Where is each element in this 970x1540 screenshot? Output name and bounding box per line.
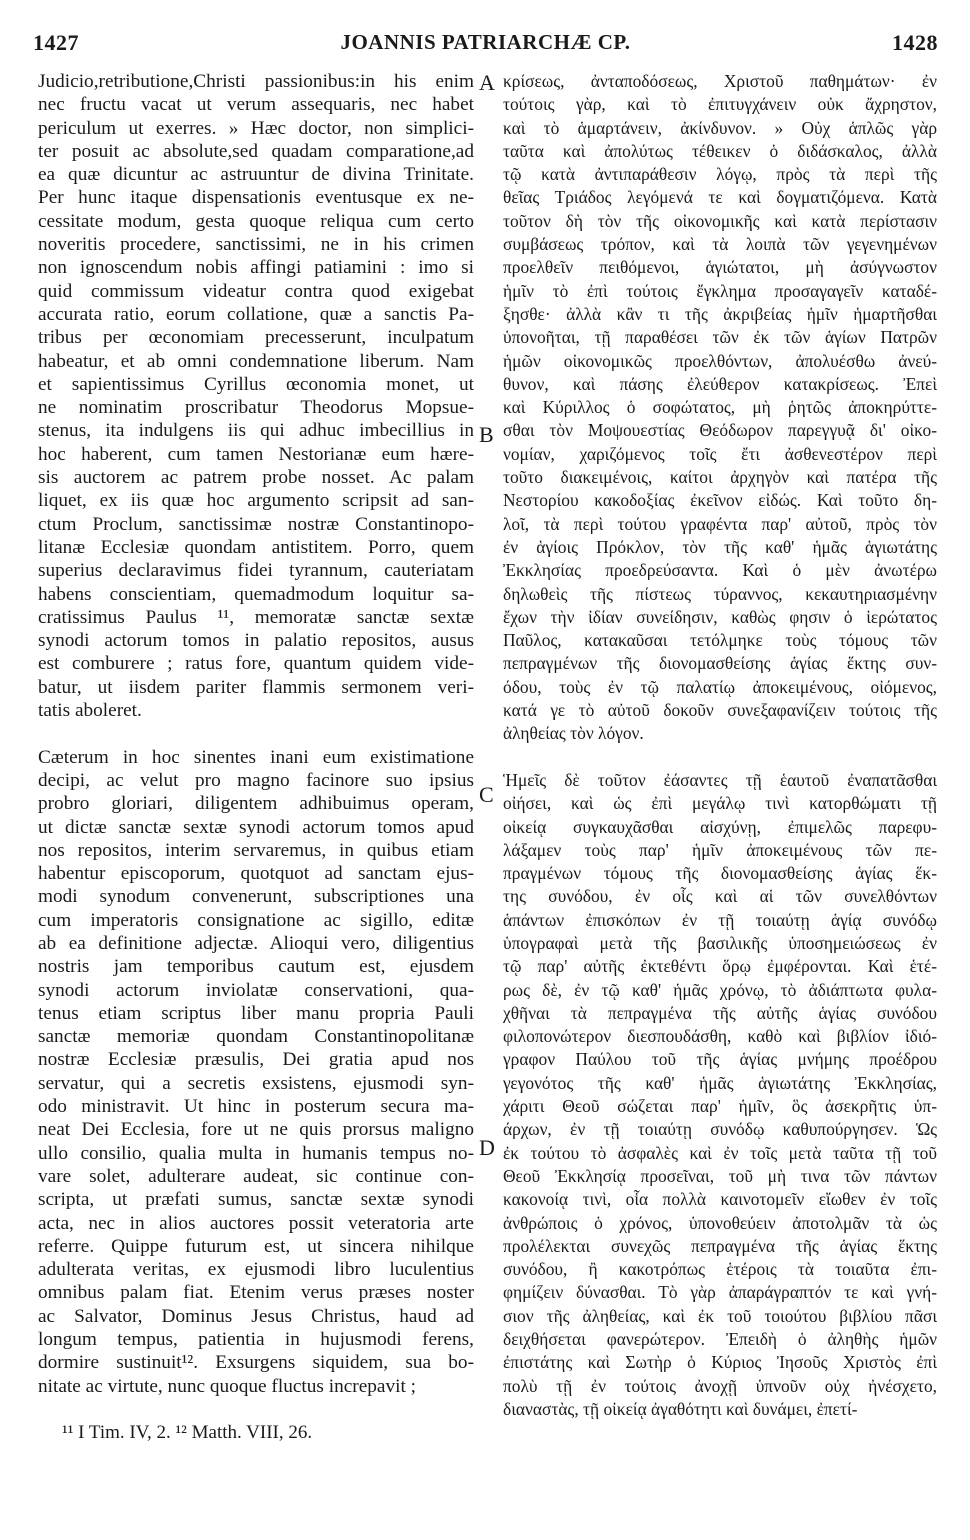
greek-text-line: διαναστὰς, τῇ οἰκείᾳ ἀγαθότητι καὶ δυνάμει, ἐπετί- <box>503 1398 858 1419</box>
greek-text-line: τοῦτον δὴ τὸν τῆς οἰκονομικῆς καὶ κατὰ περίστασιν <box>503 210 937 231</box>
greek-text-line: κρίσεως, ἀνταποδόσεως, Χριστοῦ παθημάτων· ἐν <box>503 71 937 91</box>
latin-text-line: synodi actorum inviolatæ conservationi, qua- <box>38 979 474 1001</box>
greek-text-line: ἡμῶν οἰκονομικῶς προελθόντων, ἀπολυέσθω ἀνεύ- <box>503 350 937 371</box>
latin-text-line: habens conscientiam, quemadmodum loquitur sa- <box>38 583 474 605</box>
latin-text-line: synodi actorum tomos in palatio repositos, ausus <box>38 630 474 652</box>
greek-text-line: ὑπογραφαὶ μετὰ τῆς βασιλικῆς ὑποσημειώσεως ἐν <box>503 932 937 953</box>
greek-text-line: Ἡμεῖς δὲ τοῦτον ἐάσαντες τῇ ἑαυτοῦ ἐναπατᾶσθαι <box>503 769 937 790</box>
greek-text-line: προελθεῖν πειθόμενοι, ἁγιώτατοι, μὴ ἀσύγνωστον <box>503 257 937 278</box>
running-title: JOANNIS PATRIARCHÆ CP. <box>340 30 631 54</box>
margin-letter-b: B <box>479 422 494 447</box>
latin-text-line: ne nominatim proscribatur Theodorus Mopsue- <box>38 397 474 419</box>
latin-text-line: modi synodum convenerunt, subscriptiones una <box>38 886 474 908</box>
latin-text-line: omnibus palam fiat. Etenim verus præses noster <box>38 1282 474 1304</box>
left-page-number: 1427 <box>33 30 79 55</box>
latin-text-line: nec fructu vacat ut verum assequaris, nec habet <box>38 94 474 116</box>
greek-text-line: γεγονότος τῆς καθ' ἡμᾶς ἁγιωτάτης Ἐκκλησίας, <box>503 1072 937 1093</box>
latin-text-line: superius declaravimus fidei tyrannum, cauteriatam <box>38 560 474 582</box>
greek-text-line: φημίζειν δύνασθαι. Τὸ γὰρ ἀπαράγραπτόν τε καὶ γνή- <box>503 1282 937 1303</box>
greek-text-line: κακονοίᾳ τινὶ, οἷα πολλὰ καινοτομεῖν εἴωθεν ἐν τοῖς <box>503 1189 937 1210</box>
latin-text-line: non ignoscendum nobis affingi patiamini : imo si <box>38 257 474 279</box>
greek-text-line: πεπραγμένων τῆς διονομασθείσης ἁγίας ἕκτης συν- <box>503 653 937 674</box>
margin-letter-c: C <box>479 782 494 807</box>
latin-text-line: acta, nec in alios auctores possit veteratoria arte <box>38 1212 474 1234</box>
greek-text-line: συνόδου, ἢ κακοτρόπως ἑτέροις τὰ τοιαῦτα ἐπι- <box>503 1259 937 1280</box>
greek-text-line: σθαι τὸν Μοψουεστίας Θεόδωρον παρεγγυᾷ δι' οἰκο- <box>503 420 937 441</box>
latin-text-line: noveritis procedere, sanctissimi, ne in his crimen <box>38 234 474 256</box>
latin-text-line: cum imperatoris consignatione ac sigillo, editæ <box>38 909 474 931</box>
greek-text-line: ταῦτα καὶ ἀπολύτως τέθεικεν ὁ διδάσκαλος, ἀλλὰ <box>503 140 937 161</box>
latin-text-line: probro gloriari, diligentem adhibuimus operam, <box>38 793 474 815</box>
greek-text-line: καὶ Κύριλλος ὁ σοφώτατος, μὴ ῥητῶς ἀποκηρύττε- <box>503 397 937 418</box>
greek-text-line: ἐκ τούτου τὸ ἀσφαλὲς καὶ ἐν τοῖς μετὰ ταῦτα τῇ τοῦ <box>503 1142 937 1163</box>
greek-text-line: όδου, τοὺς ἐν τῷ παλατίῳ ἀποκειμένους, οἰόμενος, <box>503 676 937 697</box>
greek-text-line: σιον τῆς ἀληθείας, καὶ ἐκ τοῦ τοιούτου βιβλίου πᾶσι <box>503 1305 937 1326</box>
greek-text-line: φιλοπονώτερον διεσπουδάσθη, καθὸ καὶ βιβλίον ἰδιό- <box>503 1026 937 1047</box>
running-header <box>33 30 938 58</box>
right-page-number: 1428 <box>892 30 938 55</box>
latin-text-line: tribus per œconomiam precesserunt, inculpatum <box>38 327 474 349</box>
latin-text-line: sis auctorem ac patrem probe nosset. Ac palam <box>38 467 474 489</box>
greek-text-line: ξησθε· ἀλλὰ κἂν τι τῆς ἀκριβείας ἡμῖν ἡμαρτῆσθαι <box>503 303 937 324</box>
latin-text-line: cessitate modum, gesta quoque reliqua cum certo <box>38 210 474 232</box>
latin-text-line: ctum Proclum, sanctissimæ nostræ Constantinopo- <box>38 513 474 535</box>
greek-text-line: τούτοις γὰρ, καὶ τὸ ἐπιτυγχάνειν οὐκ ἄχρηστον, <box>503 94 937 115</box>
greek-text-line: θυνον, καὶ πάσης ἐλεύθερον κατακρίσεως. Ἐπεὶ <box>503 373 937 394</box>
margin-letter-a: A <box>479 70 495 95</box>
greek-text-line: ἀληθείας τὸν λόγον. <box>503 723 644 744</box>
greek-text-line: πραγμένων τόμους τῆς διονομασθείσης ἁγίας ἕκ- <box>503 863 937 884</box>
greek-text-line: γραφον Παύλου τοῦ τῆς ἁγίας μνήμης προέδρου <box>503 1049 937 1070</box>
latin-text-line: tatis aboleret. <box>38 700 142 722</box>
latin-text-line: sanctæ memoriæ quondam Constantinopolitanæ <box>38 1026 474 1048</box>
latin-text-line: referre. Quippe futurum est, ut sincera nihilque <box>38 1235 474 1257</box>
latin-text-line: habentur episcoporum, quotquot ad sanctam ejus- <box>38 863 474 885</box>
margin-letter-d: D <box>479 1135 495 1160</box>
latin-text-line: ab ea definitione adjectæ. Alioqui vero, diligentius <box>38 932 474 954</box>
latin-text-line: Cæterum in hoc sinentes inani eum existimatione <box>38 746 474 768</box>
greek-text-line: χάριτι Θεοῦ σώζεται παρ' ἡμῖν, ὃς ἀσεκρῆτις ὑπ- <box>503 1096 937 1117</box>
latin-text-line: longum tempus, patientia in hujusmodi ferens, <box>38 1329 474 1351</box>
greek-text-line: Θεοῦ Ἐκκλησίᾳ προσεῖναι, τοῦ μὴ τινα τῶν πάντων <box>503 1165 937 1186</box>
greek-text-line: οἰήσει, καὶ ὡς ἐπὶ μεγάλῳ τινὶ κατορθώματι τῇ <box>503 793 937 814</box>
latin-text-line: ac Salvator, Dominus Jesus Christus, haud ad <box>38 1305 474 1327</box>
greek-text-line: οἰκείᾳ συγκαυχᾶσθαι αἰσχύνῃ, ἐπιμελῶς παρεφυ- <box>503 816 937 837</box>
latin-text-line: periculum ut exerres. » Hæc doctor, non simplici- <box>38 117 474 139</box>
latin-text-line: ter posuit ac absolute,sed quadam comparatione,ad <box>38 140 474 162</box>
greek-text-line: καὶ τὸ ἁμαρτάνειν, ἀκίνδυνον. » Οὐχ ἁπλῶς γὰρ <box>503 117 937 138</box>
latin-text-line: est comburere ; ratus fore, quantum quidem vide- <box>38 653 474 675</box>
latin-text-line: quid commissum videatur contra quod exigebat <box>38 280 474 302</box>
latin-text-line: odo ministravit. Ut hinc in posterum secura ma- <box>38 1096 474 1118</box>
latin-text-line: cratissimus Paulus ¹¹, memoratæ sanctæ sextæ <box>38 606 474 628</box>
greek-text-line: προλέλεκται συνεχῶς πεπραγμένα τῆς ἁγίας ἕκτης <box>503 1235 937 1256</box>
latin-column <box>38 70 474 1398</box>
greek-text-line: τῷ κατὰ ἀντιπαράθεσιν λόγῳ, πρὸς τὰ περὶ τῆς <box>503 164 937 185</box>
greek-column <box>503 70 937 1421</box>
latin-text-line: nitate ac virtute, nunc quoque fluctus increpavit ; <box>38 1375 416 1397</box>
greek-text-line: Ἐκκλησίας προεδρεύσαντα. Καὶ ὁ μὲν ἀνωτέρω <box>503 560 937 581</box>
latin-text-line: nostris jam temporibus cautum est, ejusdem <box>38 956 474 978</box>
footnotes: ¹¹ I Tim. IV, 2. ¹² Matth. VIII, 26. <box>62 1422 313 1443</box>
latin-text-line: vare solet, adulterare audeat, sic continue con- <box>38 1165 474 1187</box>
latin-text-line: neat Dei Ecclesia, fore ut ne quis prorsus maligno <box>38 1119 474 1141</box>
greek-text-line: ρως δὲ, ἐν τῷ καθ' ἡμᾶς χρόνῳ, τὸ ἀδιάπτωτα φυλα- <box>503 979 937 1000</box>
latin-text-line: ut dictæ sanctæ sextæ synodi actorum tomos apud <box>38 816 474 838</box>
latin-text-line: scripta, ut præfati sumus, sanctæ sextæ synodi <box>38 1189 474 1211</box>
greek-text-line: της συνόδου, ἐν οἷς καὶ αἱ τῶν συνελθόντων <box>503 886 937 907</box>
latin-text-line: tenus etiam scriptus liber manu propria Pauli <box>38 1002 474 1024</box>
latin-text-line: habeatur, et ab omni condemnatione liberum. Nam <box>38 350 474 372</box>
greek-text-line: πολὺ τῇ ἐν τούτοις ἀνοχῇ ὑπνοῦν οὐχ ἠνέσχετο, <box>503 1375 937 1396</box>
latin-text-line: decipi, ac velut pro magno facinore suo ipsius <box>38 769 474 791</box>
latin-text-line: Judicio,retributione,Christi passionibus:in his enim <box>38 71 474 92</box>
latin-text-line: litanæ Ecclesiæ quondam antistitem. Porro, quem <box>38 536 474 558</box>
greek-text-line: δηλωθεὶς τῆς πίστεως τύραννος, κεκαυτηριασμένην <box>503 583 937 604</box>
greek-text-line: νομίαν, χαριζόμενος τοῖς ἔτι ἀσθενεστέρον περὶ <box>503 443 937 464</box>
greek-text-line: τοῦτο διακειμένοις, καίτοι ἀρχηγὸν καὶ πατέρα τῆς <box>503 467 937 488</box>
paragraph-gap <box>38 722 474 745</box>
latin-text-line: nostræ Ecclesiæ præsulis, Dei gratia apud nos <box>38 1049 474 1071</box>
greek-text-line: συμβάσεως τρόπον, καὶ τὰ λοιπὰ τῶν γεγενημένων <box>503 234 937 255</box>
greek-text-line: ἔχων τὴν ἰδίαν συνείδησιν, καθὼς φησιν ὁ ἱερώτατος <box>503 606 937 627</box>
greek-text-line: θεῖας Τριάδος λεγόμενά τε καὶ δογματιζόμενα. Κατὰ <box>503 187 937 208</box>
greek-text-line: ἀνθρώποις ὁ χρόνος, ὑπονοθεύειν ἀποτολμᾶν τὰ ὡς <box>503 1212 937 1233</box>
greek-text-line: ὑπονοῆται, τῇ παραθέσει τῶν ἐκ τῶν ἁγίων Πατρῶν <box>503 327 937 348</box>
greek-text-line: λάξαμεν τοὺς παρ' ἡμῖν ἀποκειμένους τῶν πε- <box>503 839 937 860</box>
paragraph-gap <box>503 746 937 769</box>
greek-text-line: ἁπάντων ἐπισκόπων ἐν τῇ τοιαύτῃ ἁγίᾳ συνόδῳ <box>503 909 937 930</box>
latin-text-line: batur, ut iisdem pariter flammis sermonem veri- <box>38 676 474 698</box>
greek-text-line: χθῆναι τὰ πεπραγμένα τῆς αὐτῆς ἁγίας συνόδου <box>503 1002 937 1023</box>
latin-text-line: dormire sustinuit¹². Exsurgens siquidem, sua bo- <box>38 1352 474 1374</box>
latin-text-line: ullo consilio, qualia multa in humanis tempus no- <box>38 1142 474 1164</box>
latin-text-line: et sapientissimus Cyrillus œconomia monet, ut <box>38 373 474 395</box>
greek-text-line: ἐπιστάτης καὶ Σωτὴρ ὁ Κύριος Ἰησοῦς Χριστὸς ἐπὶ <box>503 1352 937 1373</box>
greek-text-line: Νεστορίου κακοδοξίας ἐκεῖνον εἰδώς. Καὶ τοῦτο δη- <box>503 490 937 511</box>
latin-text-line: hoc haberent, cum tamen Nestorianæ eum hære- <box>38 443 474 465</box>
latin-text-line: Per hunc itaque dispensationis eventusque ex ne- <box>38 187 474 209</box>
greek-text-line: ἡμῖν τὸ ἐπὶ τούτοις ἔγκλημα προσαγαγεῖν καταδέ- <box>503 280 937 301</box>
greek-text-line: άρχων, ἐν τῇ τοιαύτῃ συνόδῳ καθυπούργησεν. Ὡς <box>503 1119 937 1140</box>
latin-text-line: accurata ratio, eorum collatione, quæ a sanctis Pa- <box>38 303 474 325</box>
greek-text-line: Παῦλος, κατακαῦσαι τετόλμηκε τοὺς τόμους τῶν <box>503 630 937 651</box>
greek-text-line: δειχθήσεται φανερώτερον. Ἐπειδὴ ὁ ἀληθὴς ἡμῶν <box>503 1329 937 1350</box>
greek-text-line: λοῖ, τὰ περὶ τούτου γραφέντα παρ' αὐτοῦ, πρὸς τὸν <box>503 513 937 534</box>
latin-text-line: adulterata veritas, ex ejusmodi libro luculentius <box>38 1259 474 1281</box>
latin-text-line: ea quæ dicuntur ac astruuntur de divina Trinitate. <box>38 164 474 186</box>
greek-text-line: κατά γε τὸ αὐτοῦ δοκοῦν συνεξαφανίζειν τούτοις τῆς <box>503 700 937 721</box>
latin-text-line: servatur, qui a secretis exsistens, ejusmodi syn- <box>38 1072 474 1094</box>
latin-text-line: stenus, ita indulgens iis qui adhuc imbecillius in <box>38 420 474 442</box>
greek-text-line: ἐν ἁγίοις Πρόκλον, τὸν τῆς καθ' ἡμᾶς ἁγιωτάτης <box>503 536 937 557</box>
latin-text-line: nos repositos, interim servaremus, in quibus etiam <box>38 839 474 861</box>
latin-text-line: liquet, ex iis quæ hoc argumento scripsit ad san- <box>38 490 474 512</box>
greek-text-line: τῷ παρ' αὐτῆς ἐκτεθέντι ὅρῳ ἐμφέρονται. Καὶ ἑτέ- <box>503 956 937 977</box>
